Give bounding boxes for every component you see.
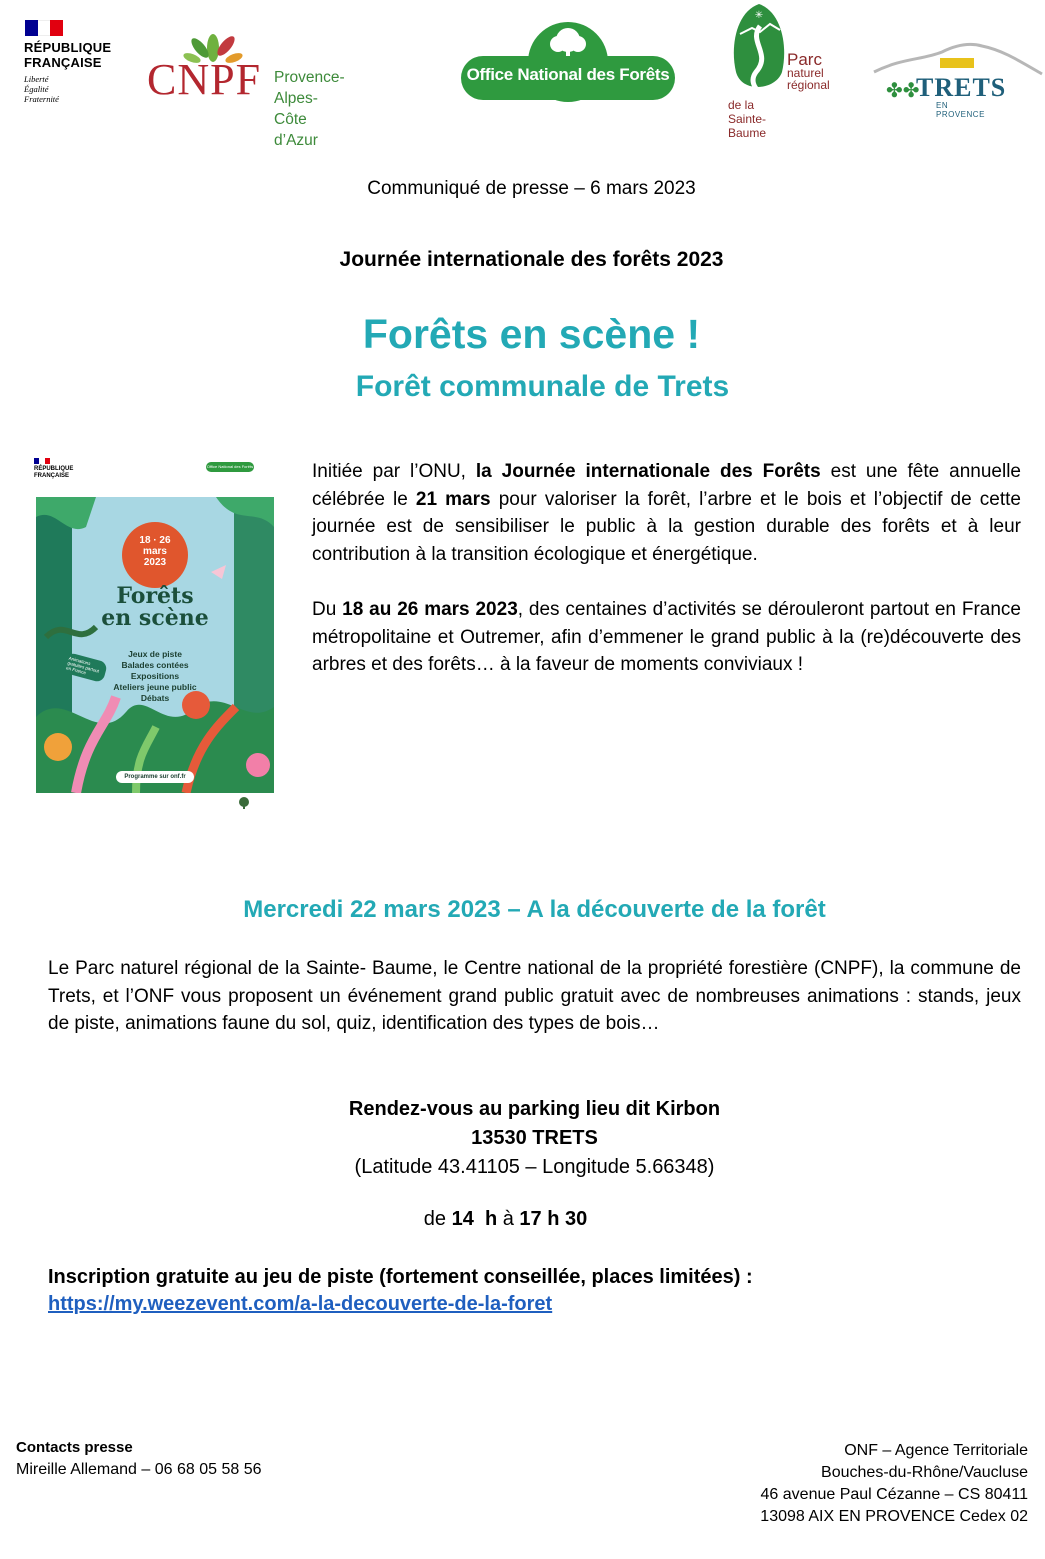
meeting-coordinates: (Latitude 43.41105 – Longitude 5.66348) (354, 1156, 715, 1178)
cnpf-wordmark: CNPF (147, 55, 262, 104)
press-release-date: Communiqué de presse – 6 mars 2023 (367, 178, 696, 199)
event-heading: Mercredi 22 mars 2023 – A la découverte de la forêt (243, 896, 826, 923)
address-line1: ONF – Agence Territoriale (844, 1442, 1028, 1459)
intro-text (312, 458, 1021, 707)
trets-wordmark: TRETS (916, 73, 1007, 102)
motto-egalite: Égalité (24, 84, 49, 94)
meeting-place: Rendez-vous au parking lieu dit Kirbon (348, 1098, 721, 1120)
address-line4: 13098 AIX EN PROVENCE Cedex 02 (760, 1508, 1028, 1525)
intro-p2-text: , des centaines d’activités se dérouleront partout en France métropolitaine et Outremer, afin d’emmener le grand public à la (re)découverte des arbres et des forêts… à la faveur de moments conviviaux ! (312, 599, 1021, 675)
contacts-title: Contacts presse (16, 1439, 133, 1456)
poster-activity: Expositions (130, 671, 180, 681)
intro-paragraph-1 (312, 458, 1021, 568)
republique-line1: RÉPUBLIQUE (24, 40, 112, 55)
poster-activity: Jeux de piste (128, 649, 182, 659)
parc-line1: Parc (787, 50, 822, 69)
event-poster (36, 497, 274, 793)
intro-paragraph-2 (312, 596, 1021, 679)
hours-start: 14 h (451, 1208, 498, 1230)
registration-text: Inscription gratuite au jeu de piste (fortement conseillée, places limitées) : (48, 1266, 753, 1288)
clover-icon: ✤✤ (886, 80, 920, 102)
cnpf-region-line1: Provence-Alpes- (274, 69, 345, 107)
poster-dates-line1: 18 · 26 (139, 535, 171, 546)
parc-line3: régional (787, 78, 830, 92)
intro-p1-text: est une fête annuelle célébrée le (312, 461, 1021, 510)
french-flag-icon (25, 20, 63, 36)
republique-motto (24, 74, 59, 104)
poster-dates (122, 535, 188, 568)
poster-dates-line3: 2023 (143, 557, 167, 568)
meeting-point (0, 1095, 1045, 1182)
intro-p2-text: Du (312, 599, 343, 620)
event-description: Le Parc naturel régional de la Sainte- Baume, le Centre national de la propriété forestière (CNPF), la commune de Trets, et l’ONF vous proposent un événement grand public gratuit avec de nombreuses animations : stands, jeux de piste, animations faune du sol, quiz, identification des types de bois… (48, 958, 1021, 1034)
republique-line2: FRANÇAISE (24, 55, 102, 70)
parc-name (787, 52, 830, 91)
poster-rf-mark (34, 458, 94, 480)
poster-side-note: Animations gratuites partout en France (62, 652, 108, 683)
hours-text: à (497, 1208, 520, 1230)
poster-title-line2: en scène (101, 605, 209, 631)
parc-line2: naturel (787, 66, 824, 80)
poster-footer-tree-icon (232, 796, 256, 810)
poster-dates-line2: mars (143, 546, 167, 557)
parc-leaf-icon (730, 2, 788, 96)
page-title: Forêts en scène ! (362, 311, 701, 357)
event-hours (0, 1208, 1011, 1231)
poster-title (72, 585, 238, 629)
cnpf-region (274, 67, 345, 151)
poster-title-line1: Forêts (116, 583, 194, 609)
cnpf-region-line2: Côte d’Azur (274, 111, 318, 149)
press-contacts (16, 1437, 262, 1481)
intro-p1-text: Initiée par l’ONU, (312, 461, 476, 482)
contact-person: Mireille Allemand – 06 68 05 58 56 (16, 1461, 262, 1478)
trets-subtitle: EN PROVENCE (936, 101, 985, 119)
onf-wordmark: Office National des Forêts (466, 65, 670, 84)
poster-activity: Balades contées (121, 660, 189, 670)
poster-onf-mark: Office National des Forêts (206, 462, 254, 472)
address-line3: 46 avenue Paul Cézanne – CS 80411 (760, 1486, 1028, 1503)
hours-text: de (423, 1208, 452, 1230)
registration-link[interactable]: https://my.weezevent.com/a-la-decouverte-de-la-foret (48, 1293, 553, 1315)
poster-flag-icon (34, 458, 50, 464)
meeting-city: 13530 TRETS (471, 1127, 598, 1149)
svg-text:✳: ✳ (754, 10, 764, 21)
mountain-icon (872, 38, 1044, 78)
motto-liberte: Liberté (24, 74, 49, 84)
address-line2: Bouches-du-Rhône/Vaucluse (821, 1464, 1028, 1481)
poster-activity: Ateliers jeune public (113, 682, 197, 692)
intro-p1-bold-date: 21 mars (415, 488, 491, 510)
poster-rf-text: RÉPUBLIQUE FRANÇAISE (34, 466, 74, 479)
poster-activities (102, 649, 208, 704)
intro-p1-text: pour valoriser la forêt, l’arbre et le bois et l’objectif de cette journée est de sensibiliser le public à la gestion durable des forêts et à leur contribution à la transition écologique et énergétique. (312, 488, 1022, 565)
republique-name (24, 40, 111, 70)
parc-line4: de la Sainte-Baume (728, 98, 767, 140)
intro-p2-bold-dates: 18 au 26 mars 2023 (342, 599, 518, 620)
page-subtitle: Forêt communale de Trets (355, 370, 730, 403)
event-day-heading: Journée internationale des forêts 2023 (339, 248, 724, 271)
hours-end: 17 h 30 (519, 1208, 588, 1230)
intro-p1-bold-event: la Journée internationale des Forêts (475, 461, 821, 482)
poster-activity: Débats (140, 693, 170, 703)
onf-address (760, 1440, 1028, 1528)
poster-program: Programme sur onf.fr (124, 774, 186, 780)
motto-fraternite: Fraternité (24, 94, 59, 104)
registration (48, 1264, 753, 1318)
